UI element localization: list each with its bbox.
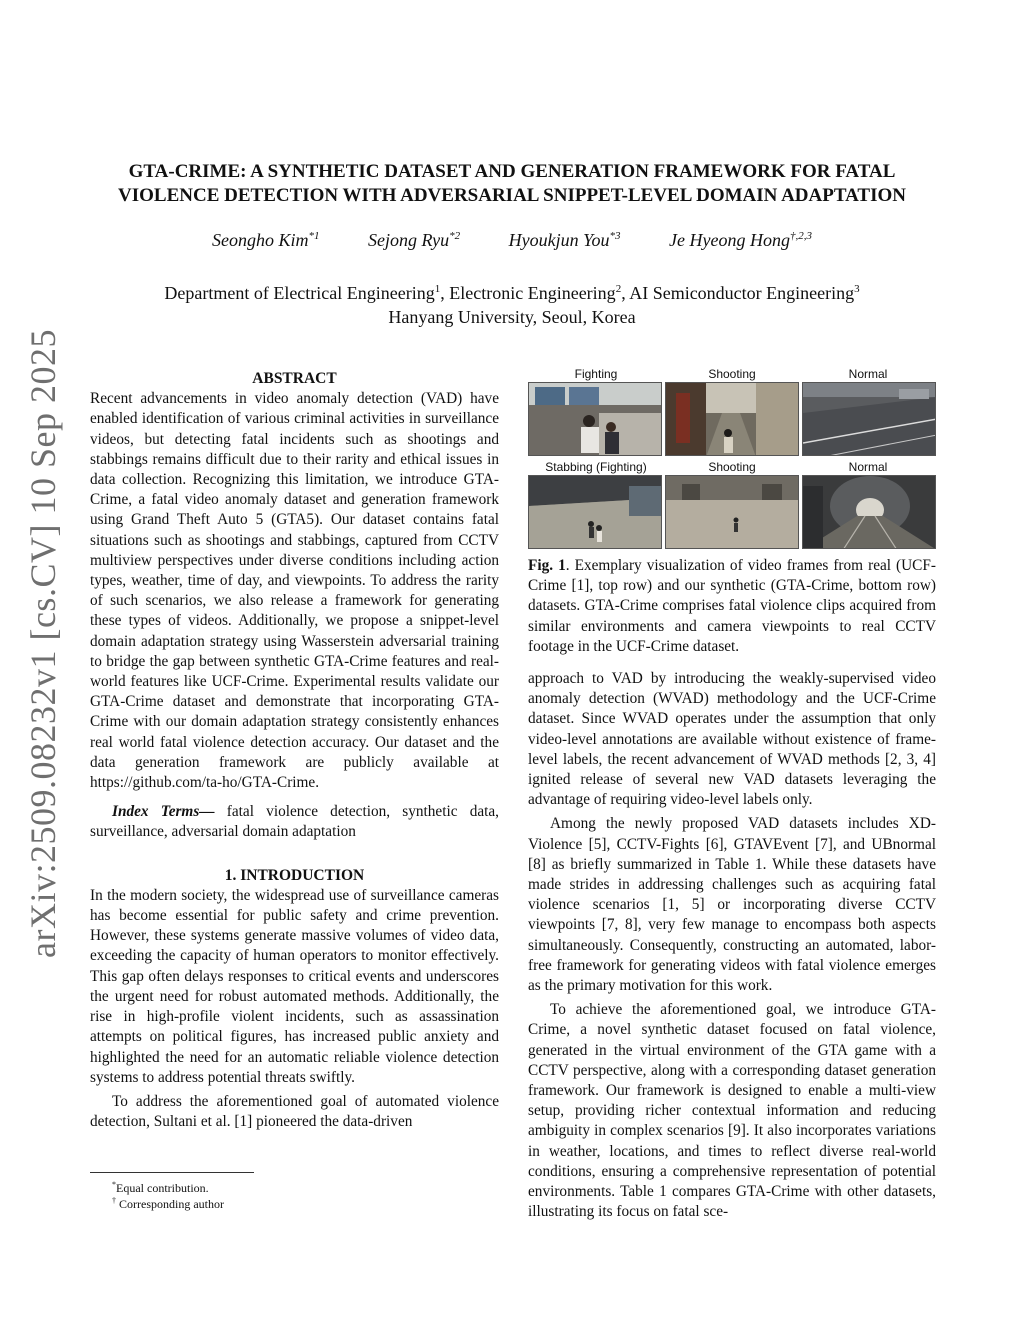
figure-top-row (528, 367, 936, 456)
frame-label: Normal (848, 460, 888, 474)
footnote-1: *Equal contribution. (112, 1180, 209, 1195)
figure-bottom-labels (528, 460, 936, 474)
abstract-heading: ABSTRACT (252, 370, 337, 387)
footnote-rule (90, 1172, 254, 1173)
figure-bottom-row (528, 460, 936, 549)
title-line-1: GTA-CRIME: A SYNTHETIC DATASET AND GENERATION FRAMEWORK FOR FATAL (128, 161, 896, 182)
author: Hyoukjun You$^{*3}$ (508, 230, 621, 250)
figure-top-labels (528, 367, 936, 381)
left-column (90, 369, 499, 1132)
paper-title (60, 160, 964, 208)
intro-paragraph-2: To address the aforementioned goal of automated violence detection, Sultani et al. [1] pioneered the data-driven (90, 1092, 499, 1131)
introduction-heading: 1. INTRODUCTION (224, 866, 365, 884)
affiliation (60, 277, 964, 329)
footnote-2: † Corresponding author (112, 1196, 224, 1211)
frame-label: Stabbing (Fighting) (545, 460, 647, 474)
ucf-shooting-frame (665, 382, 799, 456)
ucf-fighting-frame (528, 382, 662, 456)
abstract-text: Recent advancements in video anomaly detection (VAD) have enabled identification of various criminal activities in surveillance videos, but detecting fatal incidents such as shootings and stabbings remains difficult due to their rarity and ethical issues in data collection. Recognizing this limitation, we introduce GTA-Crime, a fatal video anomaly dataset and generation framework using Grand Theft Auto 5 (GTA5). Our dataset contains fatal situations such as shootings and stabbings, captured from CCTV multiview perspectives under diverse conditions including action types, weather, time of day, and viewpoints. To address the rarity of such scenarios, we also release a framework for generating these types of videos. Additionally, we propose a snippet-level domain adaptation strategy using Wasserstein adversarial training to bridge the gap between synthetic GTA-Crime features and real-world features like UCF-Crime. Experimental results validate our GTA-Crime dataset and demonstrate that incorporating GTA-Crime with our domain adaptation strategy consistently enhances real world fatal violence detection accuracy. Our dataset and the data generation framework are publicly available at https://github.com/ta-ho/GTA-Crime. (90, 390, 499, 792)
affiliation-line-1: Department of Electrical Engineering$^1$, Electronic Engineering$^2$, AI Semiconductor Engineering$^3$ (164, 283, 860, 303)
ucf-normal-frame (802, 382, 936, 456)
author-list (60, 230, 964, 251)
right-column (528, 669, 936, 1222)
gta-shooting-frame (665, 475, 799, 549)
intro-paragraph-1: In the modern society, the widespread use of surveillance cameras has become essential for public safety and crime prevention. However, these systems generate massive volumes of video data, exceeding the capacity of human operators to monitor effectively. This gap often delays responses to critical events and underscores the urgent need for robust automated methods. Additionally, the rise in high-profile violent incidents, such as assassination attempts on political figures, has increased public anxiety and highlighted the need for an automatic reliable violence detection systems to address potential threats swiftly. (90, 886, 499, 1086)
author: Sejong Ryu$^{*2}$ (368, 230, 461, 250)
arxiv-stamp: arXiv:2509.08232v1 [cs.CV] 10 Sep 2025 (23, 329, 63, 958)
frame-label: Fighting (574, 367, 618, 381)
right-paragraph-2: Among the newly proposed VAD datasets includes XD-Violence [5], CCTV-Fights [6], GTAVEvent [7], and UBnormal [8] as briefly summarized in Table 1. While these datasets have made strides in addressing challenges such as acquiring fatal violence scenarios [1, 5] or incorporating diverse CCTV viewpoints [7, 8], very few manage to encompass both aspects simultaneously. Consequently, constructing an automated, labor-free framework for generating videos with fatal violence emerges as the primary motivation for this work. (528, 815, 936, 995)
gta-normal-frame (802, 475, 936, 549)
author: Seongho Kim$^{*1}$ (212, 230, 320, 250)
affiliation-line-2: Hanyang University, Seoul, Korea (388, 307, 636, 327)
title-line-2: VIOLENCE DETECTION WITH ADVERSARIAL SNIPPET-LEVEL DOMAIN ADAPTATION (118, 185, 906, 206)
frame-label: Normal (848, 367, 888, 381)
right-paragraph-1: approach to VAD by introducing the weakly-supervised video anomaly detection (WVAD) methodology and the UCF-Crime dataset. Since WVAD operates under the assumption that only video-level annotations are available without existence of frame-level labels, the recent advancement of WVAD methods [2, 3, 4] ignited release of several new VAD datasets leveraging the advantage of requiring video-level labels only. (528, 670, 936, 809)
figure-caption: Fig. 1. Exemplary visualization of video frames from real (UCF-Crime [1], top row) and our synthetic (GTA-Crime, bottom row) datasets. GTA-Crime comprises fatal violence clips acquired from similar environments and camera viewpoints to real CCTV footage in the UCF-Crime dataset. (528, 557, 936, 655)
frame-label: Shooting (708, 460, 756, 474)
author: Je Hyeong Hong$^{\dagger,2,3}$ (669, 230, 812, 250)
index-terms: Index Terms— fatal violence detection, synthetic data, surveillance, adversarial domain adaptation (90, 803, 500, 841)
gta-stabbing-frame (528, 475, 662, 549)
right-paragraph-3: To achieve the aforementioned goal, we introduce GTA-Crime, a novel synthetic dataset focused on fatal violence, generated in the virtual environment of the GTA game with a CCTV perspective, along with a corresponding dataset generation framework. Our framework is designed to enable a multi-view setup, providing richer contextual information and reducing ambiguity in complex scenarios [9]. It also incorporates variations in weather, locations, and times to reflect diverse real-world conditions, ensuring a comprehensive representation of potential environments. Table 1 compares GTA-Crime with other datasets, illustrating its focus on fatal sce- (528, 1001, 936, 1221)
frame-label: Shooting (708, 367, 756, 381)
